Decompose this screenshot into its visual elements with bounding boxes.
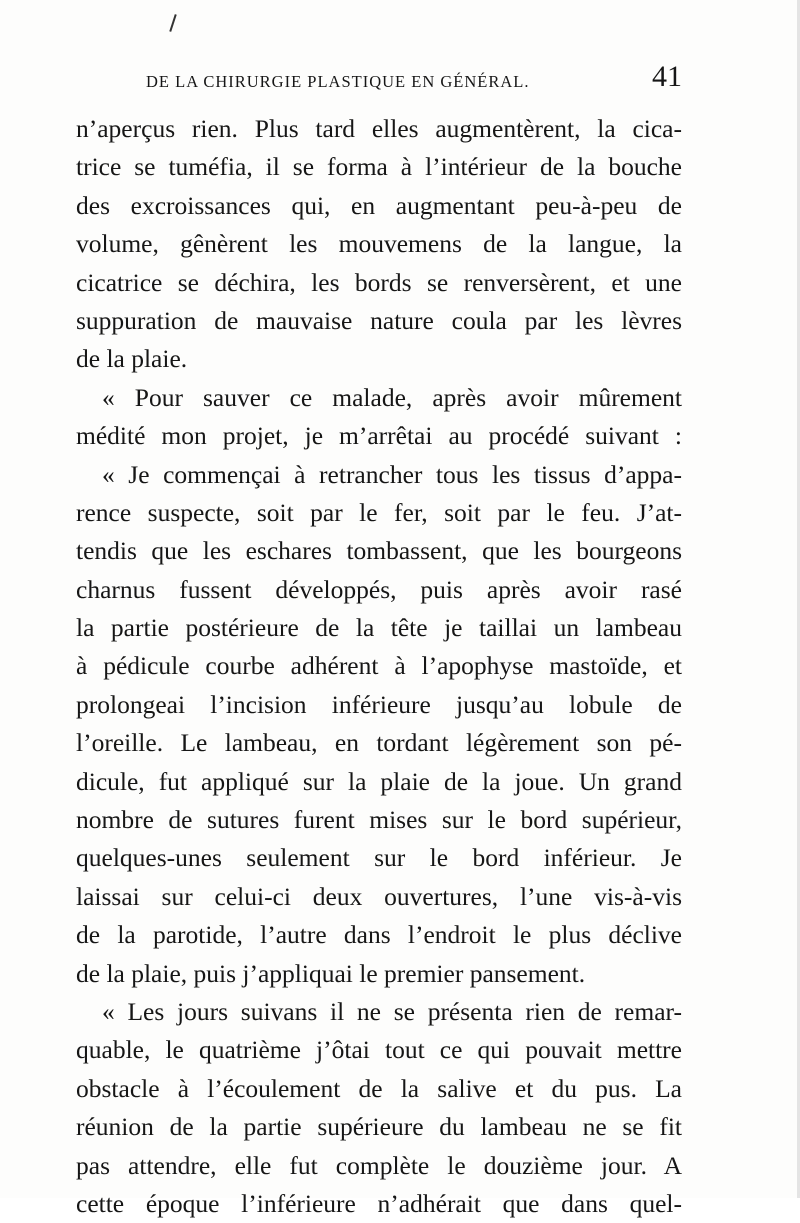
- text-line: tendis que les eschares tombassent, que les bourgeons: [76, 536, 682, 566]
- text-line: dicule, fut appliqué sur la plaie de la joue. Un grand: [76, 766, 682, 796]
- text-line: prolongeai l’incision inférieure jusqu’au lobule de: [76, 689, 682, 719]
- text-line: cette époque l’inférieure n’adhérait que dans quel-: [76, 1188, 682, 1218]
- text-line: de la parotide, l’autre dans l’endroit le plus déclive: [76, 920, 682, 950]
- text-line: l’oreille. Le lambeau, en tordant légèrement son pé-: [76, 728, 682, 758]
- text-line: cicatrice se déchira, les bords se renversèrent, et une: [76, 267, 682, 297]
- text-line: la partie postérieure de la tête je taillai un lambeau: [76, 613, 682, 643]
- text-line: pas attendre, elle fut complète le douzième jour. A: [76, 1150, 682, 1180]
- text-line: volume, gênèrent les mouvemens de la langue, la: [76, 229, 682, 259]
- text-line: rence suspecte, soit par le fer, soit par le feu. J’at-: [76, 497, 682, 527]
- text-line: laissai sur celui-ci deux ouvertures, l’une vis-à-vis: [76, 881, 682, 911]
- text-line: à pédicule courbe adhérent à l’apophyse mastoïde, et: [76, 651, 682, 681]
- text-line: de la plaie, puis j’appliquai le premier pansement.: [76, 958, 586, 988]
- running-head: [146, 58, 696, 98]
- text-line: trice se tuméfia, il se forma à l’intérieur de la bouche: [76, 152, 682, 182]
- text-line: « Les jours suivans il ne se présenta rien de remar-: [102, 996, 682, 1026]
- running-head-title: DE LA CHIRURGIE PLASTIQUE EN GÉNÉRAL.: [146, 72, 530, 91]
- text-line: « Pour sauver ce malade, après avoir mûrement: [102, 382, 682, 412]
- stray-ink-mark: [169, 14, 176, 32]
- text-line: quelques-unes seulement sur le bord inférieur. Je: [76, 843, 682, 873]
- text-line: des excroissances qui, en augmentant peu-à-peu de: [76, 190, 682, 220]
- text-line: quable, le quatrième j’ôtai tout ce qui pouvait mettre: [76, 1035, 682, 1065]
- text-line: charnus fussent développés, puis après avoir rasé: [76, 574, 682, 604]
- body-text: [76, 110, 682, 1223]
- text-line: obstacle à l’écoulement de la salive et du pus. La: [76, 1073, 682, 1103]
- text-line: réunion de la partie supérieure du lambeau ne se fit: [76, 1112, 682, 1142]
- text-line: « Je commençai à retrancher tous les tissus d’appa-: [102, 459, 682, 489]
- text-line: médité mon projet, je m’arrêtai au procédé suivant :: [76, 421, 682, 451]
- text-line: suppuration de mauvaise nature coula par les lèvres: [76, 305, 682, 335]
- page-number: 41: [652, 60, 682, 93]
- text-line: de la plaie.: [76, 344, 188, 374]
- text-line: n’aperçus rien. Plus tard elles augmentèrent, la cica-: [76, 114, 682, 143]
- text-line: nombre de sutures furent mises sur le bord supérieur,: [76, 805, 682, 835]
